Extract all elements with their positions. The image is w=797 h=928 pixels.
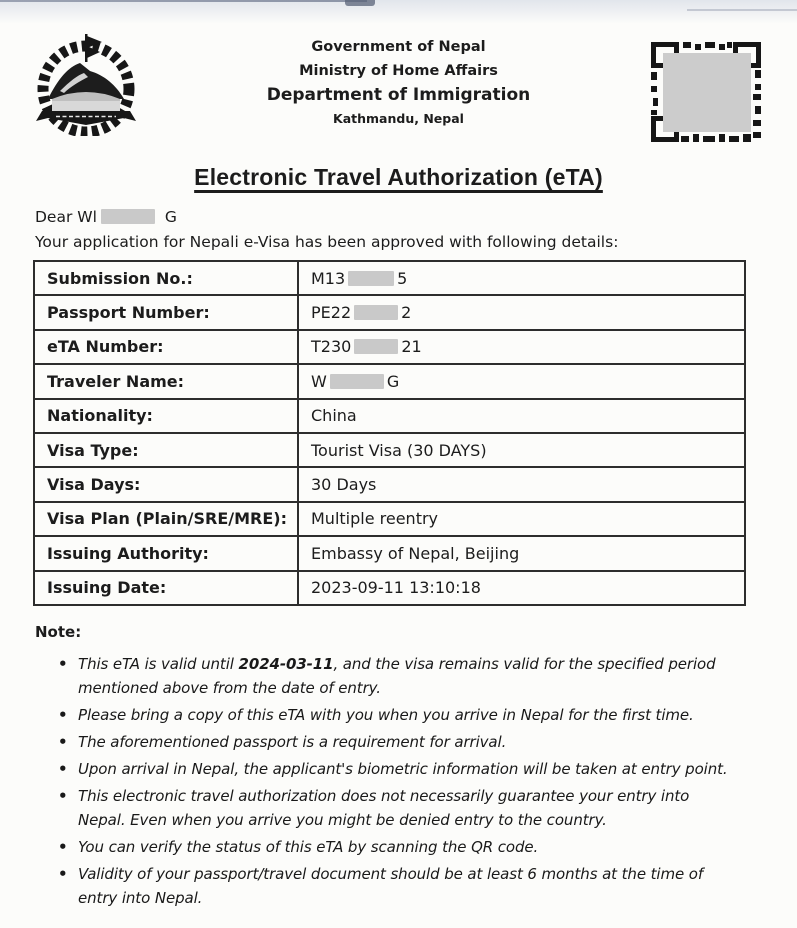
value-prefix: China [311,406,357,426]
row-value [298,536,745,570]
note-text: This eTA is valid until [78,654,239,673]
table-row [34,502,745,536]
row-label: Visa Plan (Plain/SRE/MRE): [34,502,298,536]
note-text: The aforementioned passport is a requirement for arrival. [78,732,507,751]
row-value [298,295,745,329]
table-row [34,433,745,467]
value-prefix: PE22 [311,303,352,323]
note-text: Upon arrival in Nepal, the applicant's biometric information will be taken at entry point. [78,759,728,778]
org-line-government: Government of Nepal [311,39,486,55]
value-prefix: W [311,371,327,391]
value-suffix: 2 [401,303,412,323]
row-value [298,399,745,433]
row-value [298,433,745,467]
document-header [0,0,797,152]
table-row [34,467,745,501]
row-label: Issuing Authority: [34,536,298,570]
intro-line: Your application for Nepali e-Visa has been approved with following details: [35,233,619,251]
org-line-ministry: Ministry of Home Affairs [299,62,498,79]
row-value [298,330,745,364]
details-table-body [34,261,745,605]
row-label: Nationality: [34,399,298,433]
table-row [34,536,745,570]
redaction-box [354,339,398,354]
row-label: Passport Number: [34,295,298,329]
note-item [57,652,729,700]
note-text: This electronic travel authorization does not necessarily guarantee your entry into Nepal. Even when you arrive you might be denied entry to the country. [78,786,690,829]
note-item [57,835,729,859]
table-row [34,330,745,364]
row-label: Visa Type: [34,433,298,467]
greeting-suffix: G [164,208,177,226]
row-label: Traveler Name: [34,364,298,398]
row-label: Submission No.: [34,261,298,295]
redaction-box [330,374,384,389]
value-suffix: G [386,371,400,391]
org-line-department: Department of Immigration [266,85,531,105]
table-row [34,571,745,605]
redaction-box [348,271,394,286]
note-text-bold: 2024-03-11 [238,654,334,673]
row-value [298,502,745,536]
value-prefix: Embassy of Nepal, Beijing [311,543,520,563]
row-value [298,571,745,605]
note-item [57,784,729,832]
greeting-line [35,208,797,226]
qr-code-icon [649,40,763,144]
document-title: Electronic Travel Authorization (eTA) [194,164,603,190]
row-label: Issuing Date: [34,571,298,605]
value-prefix: M13 [311,268,346,288]
note-heading: Note: [35,622,82,641]
table-row [34,399,745,433]
value-prefix: T230 [311,337,352,357]
value-suffix: 5 [397,268,408,288]
row-label: Visa Days: [34,467,298,501]
row-value [298,467,745,501]
row-label: eTA Number: [34,330,298,364]
note-item [57,703,729,727]
note-text: Validity of your passport/travel document should be at least 6 months at the time of entry into Nepal. [78,864,704,907]
value-prefix: 30 Days [311,475,377,495]
greeting-prefix: Dear Wl [35,208,97,226]
note-item [57,862,729,910]
redaction-box [101,209,155,224]
note-text: You can verify the status of this eTA by scanning the QR code. [78,837,539,856]
note-section [35,623,797,910]
details-table [33,260,746,606]
org-line-location: Kathmandu, Nepal [333,111,464,126]
note-item [57,730,729,754]
note-item [57,757,729,781]
value-prefix: 2023-09-11 13:10:18 [311,578,481,598]
table-row [34,261,745,295]
note-text: Please bring a copy of this eTA with you when you arrive in Nepal for the first time. [78,705,694,724]
value-prefix: Multiple reentry [311,509,439,529]
table-row [34,295,745,329]
note-list [35,652,729,910]
value-prefix: Tourist Visa (30 DAYS) [311,440,487,460]
row-value [298,261,745,295]
note-text: , and the visa remains valid for the specified period mentioned above from the date of entry. [78,654,716,697]
table-row [34,364,745,398]
redaction-box [354,305,398,320]
value-suffix: 21 [401,337,422,357]
row-value [298,364,745,398]
